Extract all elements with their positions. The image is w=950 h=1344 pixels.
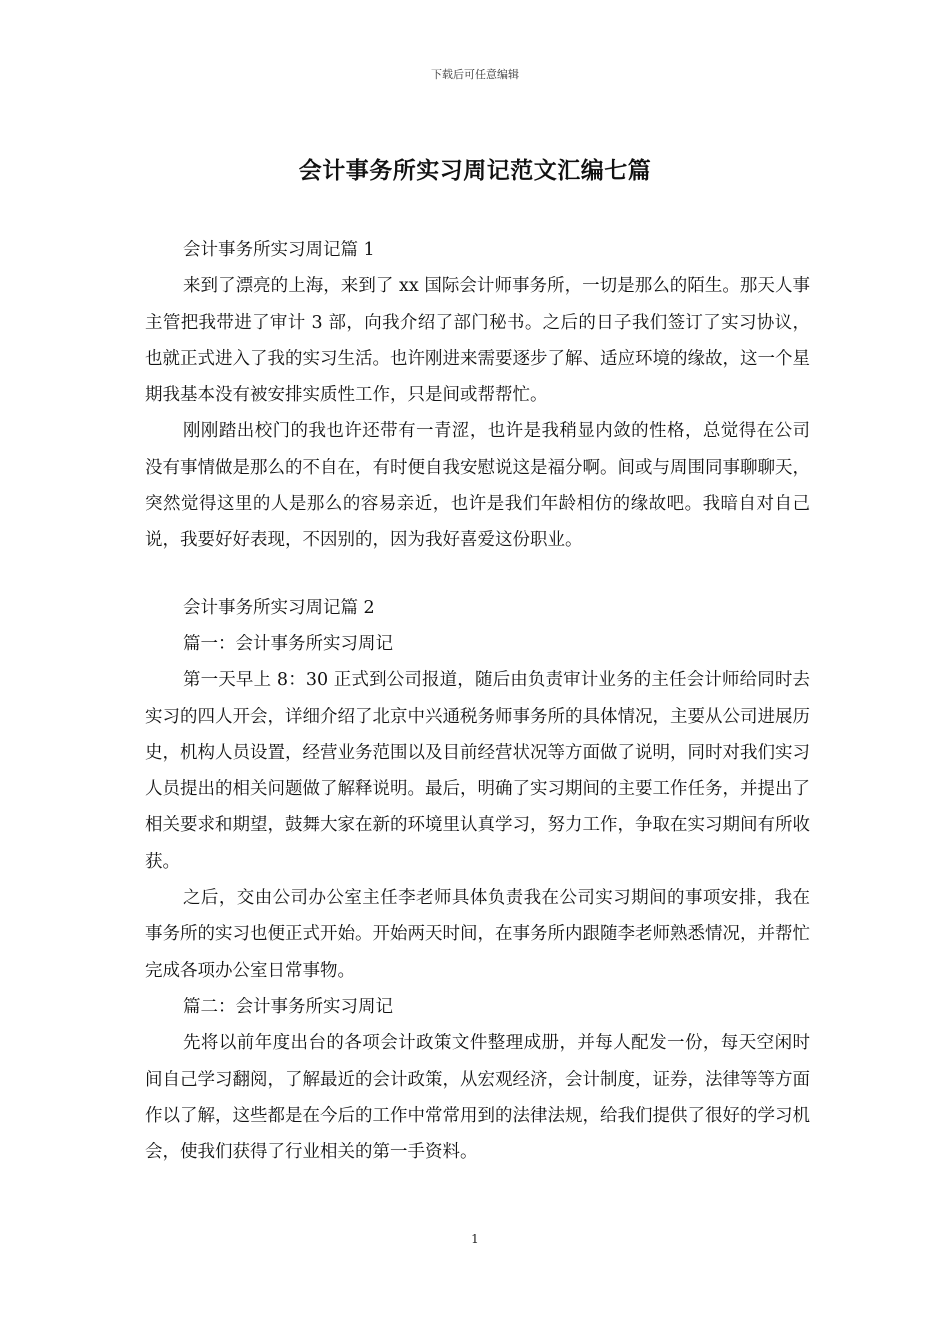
section-heading: 会计事务所实习周记篇 2	[183, 597, 375, 618]
section-spacer	[145, 559, 810, 590]
section-heading: 会计事务所实习周记篇 1	[183, 240, 375, 260]
paragraph: 第一天早上 8：30 正式到公司报道，随后由负责审计业务的主任会计师给同时去实习的四人开会，详细介绍了北京中兴通税务师事务所的具体情况，主要从公司进展历史，机构人员设置，经营业务范围以及目前经营状况等方面做了说明，同时对我们实习人员提出的相关问题做了解释说明。最后，明确了实习期间的主要工作任务，并提出了相关要求和期望，鼓舞大家在新的环境里认真学习，努力工作，争取在实习期间有所收获。	[145, 670, 810, 872]
paragraph: 先将以前年度出台的各项会计政策文件整理成册，并每人配发一份，每天空闲时间自己学习翻阅，了解最近的会计政策，从宏观经济，会计制度，证券，法律等等方面作以了解，这些都是在今后的工作中常常用到的法律法规，给我们提供了很好的学习机会，使我们获得了行业相关的第一手资料。	[145, 1033, 810, 1163]
paragraph: 之后，交由公司办公室主任李老师具体负责我在公司实习期间的事项安排，我在事务所的实习也便正式开始。开始两天时间，在事务所内跟随李老师熟悉情况，并帮忙完成各项办公室日常事物。	[145, 888, 810, 981]
document-body	[145, 232, 810, 1170]
sub-heading: 篇二：会计事务所实习周记	[183, 996, 393, 1017]
document-title: 会计事务所实习周记范文汇编七篇	[298, 157, 652, 184]
paragraph: 来到了漂亮的上海，来到了 xx 国际会计师事务所，一切是那么的陌生。那天人事主管把我带进了审计 3 部，向我介绍了部门秘书。之后的日子我们签订了实习协议，也就正式进入了我的实习生活。也许刚进来需要逐步了解、适应环境的缘故，这一个星期我基本没有被安排实质性工作，只是间或帮帮忙。	[145, 276, 810, 406]
page-number: 1	[471, 1232, 479, 1246]
header-note: 下载后可任意编辑	[431, 68, 519, 81]
sub-heading: 篇一：会计事务所实习周记	[183, 633, 393, 654]
paragraph: 刚刚踏出校门的我也许还带有一青涩，也许是我稍显内敛的性格，总觉得在公司没有事情做是那么的不自在，有时便自我安慰说这是福分啊。间或与周围同事聊聊天，突然觉得这里的人是那么的容易亲近，也许是我们年龄相仿的缘故吧。我暗自对自己说，我要好好表现，不因别的，因为我好喜爱这份职业。	[145, 421, 810, 551]
